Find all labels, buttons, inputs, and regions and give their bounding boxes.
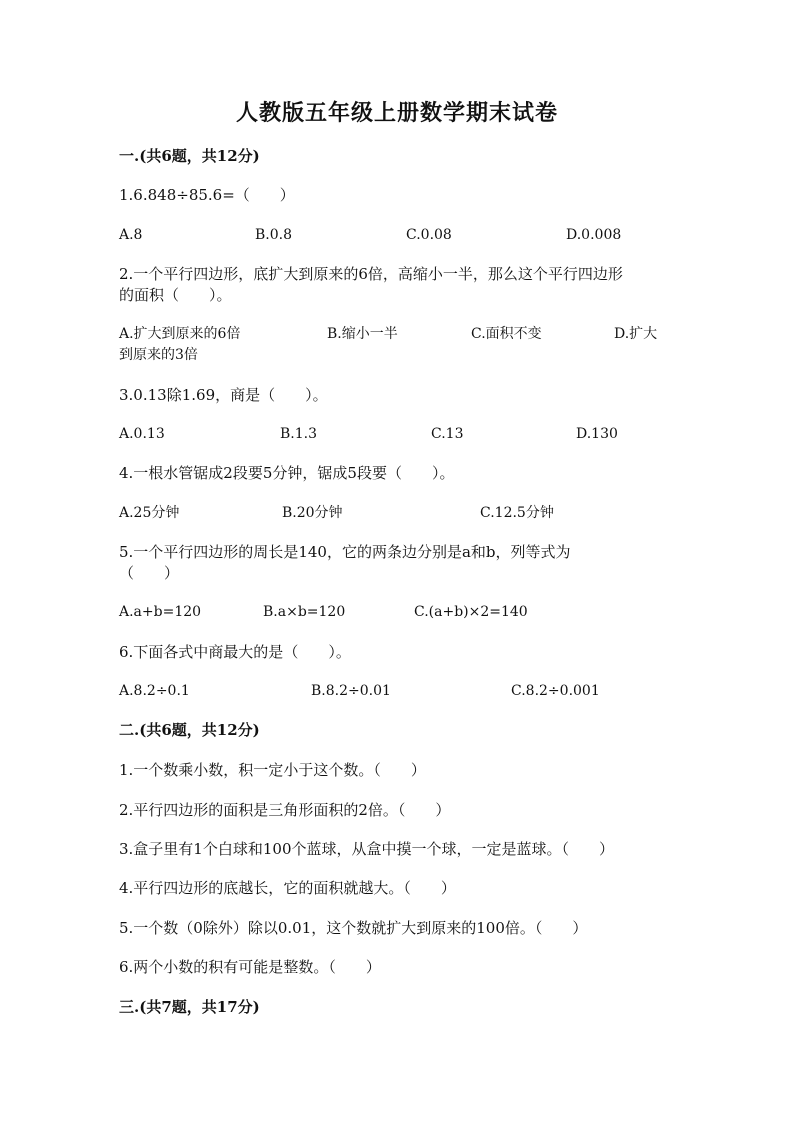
judge-item-3: 3.盒子里有1个白球和100个蓝球，从盒中摸一个球，一定是蓝球。（ ） bbox=[119, 840, 614, 858]
judge-item-1: 1.一个数乘小数，积一定小于这个数。（ ） bbox=[119, 761, 426, 779]
q6-option-c: C.8.2÷0.001 bbox=[511, 683, 600, 699]
q2-option-c: C.面积不变 bbox=[471, 326, 542, 342]
q6-option-b: B.8.2÷0.01 bbox=[311, 683, 391, 699]
exam-title: 人教版五年级上册数学期末试卷 bbox=[235, 100, 558, 126]
question-1-3: 3.0.13除1.69，商是（ ）。 bbox=[119, 386, 328, 404]
question-1-5-line1: 5.一个平行四边形的周长是140，它的两条边分别是a和b，列等式为 bbox=[119, 543, 571, 561]
judge-item-5: 5.一个数（0除外）除以0.01，这个数就扩大到原来的100倍。（ ） bbox=[119, 919, 588, 937]
q6-option-a: A.8.2÷0.1 bbox=[119, 683, 190, 699]
q3-option-d: D.130 bbox=[576, 426, 618, 442]
question-1-2-line2: 的面积（ ）。 bbox=[119, 286, 232, 304]
question-1-5-line2: （ ） bbox=[119, 564, 180, 582]
section-heading-1: 一.(共6题，共12分) bbox=[119, 147, 260, 165]
q5-option-b: B.a×b=120 bbox=[263, 604, 346, 620]
q1-option-a: A.8 bbox=[119, 227, 143, 243]
q4-option-a: A.25分钟 bbox=[119, 505, 180, 521]
question-1-1: 1.6.848÷85.6=（ ） bbox=[119, 186, 295, 204]
question-1-2-line1: 2.一个平行四边形，底扩大到原来的6倍，高缩小一半，那么这个平行四边形 bbox=[119, 265, 623, 283]
q1-option-b: B.0.8 bbox=[255, 227, 293, 243]
q2-option-d: D.扩大 bbox=[614, 326, 658, 342]
question-1-4: 4.一根水管锯成2段要5分钟，锯成5段要（ ）。 bbox=[119, 464, 455, 482]
q2-option-d-cont: 到原来的3倍 bbox=[119, 347, 198, 363]
q3-option-c: C.13 bbox=[431, 426, 464, 442]
q3-option-b: B.1.3 bbox=[280, 426, 318, 442]
q2-option-b: B.缩小一半 bbox=[327, 326, 398, 342]
q3-option-a: A.0.13 bbox=[119, 426, 165, 442]
q5-option-c: C.(a+b)×2=140 bbox=[414, 604, 528, 620]
judge-item-2: 2.平行四边形的面积是三角形面积的2倍。（ ） bbox=[119, 801, 451, 819]
q1-option-d: D.0.008 bbox=[566, 227, 622, 243]
section-heading-2: 二.(共6题，共12分) bbox=[119, 721, 260, 739]
question-1-6: 6.下面各式中商最大的是（ ）。 bbox=[119, 643, 351, 661]
q4-option-c: C.12.5分钟 bbox=[480, 505, 554, 521]
judge-item-6: 6.两个小数的积有可能是整数。（ ） bbox=[119, 958, 381, 976]
q4-option-b: B.20分钟 bbox=[282, 505, 343, 521]
q2-option-a: A.扩大到原来的6倍 bbox=[119, 326, 241, 342]
judge-item-4: 4.平行四边形的底越长，它的面积就越大。（ ） bbox=[119, 879, 456, 897]
q5-option-a: A.a+b=120 bbox=[119, 604, 202, 620]
section-heading-3: 三.(共7题，共17分) bbox=[119, 998, 260, 1016]
q1-option-c: C.0.08 bbox=[406, 227, 452, 243]
